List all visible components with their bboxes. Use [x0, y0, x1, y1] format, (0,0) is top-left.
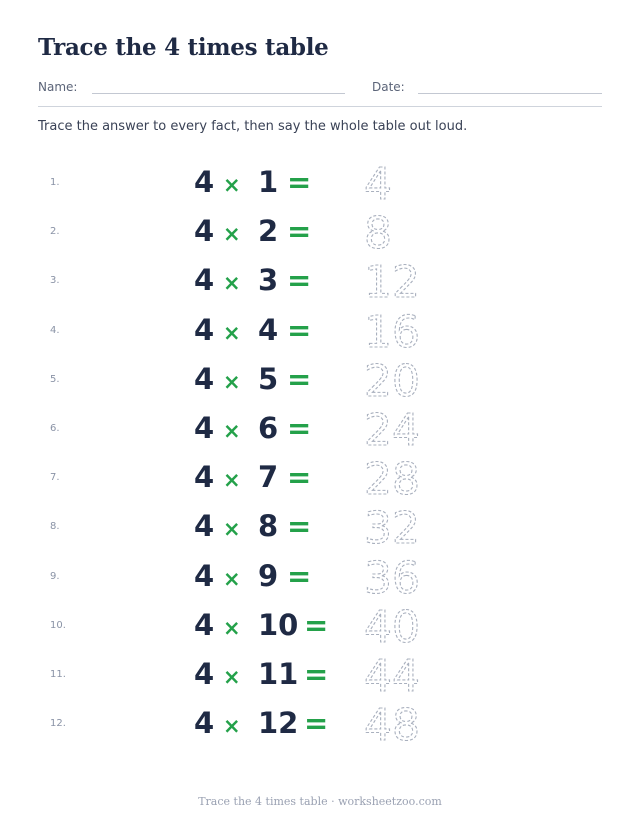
multiply-sign: ×	[223, 714, 241, 738]
trace-answer[interactable]	[362, 502, 462, 554]
factor-a: 4	[194, 411, 215, 445]
equals-sign: =	[304, 657, 329, 691]
trace-answer-text: 28	[364, 454, 420, 505]
factor-b: 10	[258, 608, 299, 642]
multiply-sign: ×	[223, 271, 241, 295]
trace-answer[interactable]	[362, 256, 462, 308]
trace-answer-text: 16	[364, 307, 420, 358]
multiply-sign: ×	[223, 173, 241, 197]
fact-row	[0, 355, 640, 407]
fact-number: 8.	[50, 521, 60, 532]
factor-b: 2	[258, 214, 279, 248]
multiply-sign: ×	[223, 419, 241, 443]
footer: Trace the 4 times table · worksheetzoo.com	[198, 795, 442, 808]
fact-number: 4.	[50, 325, 60, 336]
multiply-sign: ×	[223, 321, 241, 345]
multiply-sign: ×	[223, 468, 241, 492]
trace-answer[interactable]	[362, 158, 462, 210]
multiply-sign: ×	[223, 567, 241, 591]
fact-row	[0, 207, 640, 259]
fact-number: 10.	[50, 620, 66, 631]
factor-b: 11	[258, 657, 299, 691]
name-date-row	[38, 80, 602, 96]
factor-a: 4	[194, 362, 215, 396]
multiply-sign: ×	[223, 222, 241, 246]
factor-b: 12	[258, 706, 299, 740]
fact-row	[0, 404, 640, 456]
trace-answer[interactable]	[362, 355, 462, 407]
trace-answer[interactable]	[362, 207, 462, 259]
multiply-sign: ×	[223, 616, 241, 640]
equals-sign: =	[304, 706, 329, 740]
trace-answer[interactable]	[362, 650, 462, 702]
trace-answer[interactable]	[362, 601, 462, 653]
multiply-sign: ×	[223, 517, 241, 541]
multiply-sign: ×	[223, 665, 241, 689]
trace-answer-text: 48	[364, 700, 420, 751]
factor-b: 4	[258, 313, 279, 347]
trace-answer[interactable]	[362, 404, 462, 456]
fact-row	[0, 601, 640, 653]
header-divider	[38, 106, 602, 107]
factor-a: 4	[194, 165, 215, 199]
date-label: Date:	[372, 80, 405, 94]
equals-sign: =	[287, 559, 312, 593]
factor-b: 5	[258, 362, 279, 396]
factor-a: 4	[194, 263, 215, 297]
trace-answer[interactable]	[362, 699, 462, 751]
name-label: Name:	[38, 80, 78, 94]
equals-sign: =	[287, 460, 312, 494]
fact-row	[0, 502, 640, 554]
trace-answer-text: 4	[364, 159, 392, 210]
equals-sign: =	[287, 313, 312, 347]
factor-a: 4	[194, 559, 215, 593]
trace-answer-text: 8	[364, 208, 392, 259]
multiply-sign: ×	[223, 370, 241, 394]
trace-answer-text: 36	[364, 553, 420, 604]
trace-answer-text: 44	[364, 651, 420, 702]
factor-b: 7	[258, 460, 279, 494]
factor-a: 4	[194, 608, 215, 642]
equals-sign: =	[304, 608, 329, 642]
instructions: Trace the answer to every fact, then say the whole table out loud.	[38, 119, 468, 134]
factor-b: 6	[258, 411, 279, 445]
equals-sign: =	[287, 165, 312, 199]
equals-sign: =	[287, 263, 312, 297]
fact-row	[0, 552, 640, 604]
fact-row	[0, 306, 640, 358]
trace-answer-text: 32	[364, 503, 420, 554]
factor-b: 3	[258, 263, 279, 297]
factor-a: 4	[194, 509, 215, 543]
factor-a: 4	[194, 460, 215, 494]
fact-number: 6.	[50, 423, 60, 434]
name-field[interactable]	[92, 93, 345, 94]
fact-row	[0, 699, 640, 751]
trace-answer-text: 20	[364, 356, 420, 407]
date-field[interactable]	[418, 93, 602, 94]
trace-answer-text: 24	[364, 405, 420, 456]
page-title: Trace the 4 times table	[38, 34, 329, 61]
trace-answer-text: 40	[364, 602, 420, 653]
fact-number: 2.	[50, 226, 60, 237]
fact-number: 11.	[50, 669, 66, 680]
fact-row	[0, 650, 640, 702]
factor-a: 4	[194, 657, 215, 691]
fact-number: 7.	[50, 472, 60, 483]
equals-sign: =	[287, 509, 312, 543]
factor-a: 4	[194, 706, 215, 740]
trace-answer-text: 12	[364, 257, 420, 308]
factor-a: 4	[194, 313, 215, 347]
equals-sign: =	[287, 362, 312, 396]
factor-a: 4	[194, 214, 215, 248]
fact-row	[0, 158, 640, 210]
equals-sign: =	[287, 411, 312, 445]
trace-answer[interactable]	[362, 552, 462, 604]
equals-sign: =	[287, 214, 312, 248]
trace-answer[interactable]	[362, 453, 462, 505]
fact-row	[0, 256, 640, 308]
fact-number: 3.	[50, 275, 60, 286]
fact-number: 12.	[50, 718, 66, 729]
trace-answer[interactable]	[362, 306, 462, 358]
fact-number: 5.	[50, 374, 60, 385]
fact-number: 1.	[50, 177, 60, 188]
factor-b: 8	[258, 509, 279, 543]
factor-b: 1	[258, 165, 279, 199]
fact-number: 9.	[50, 571, 60, 582]
factor-b: 9	[258, 559, 279, 593]
fact-row	[0, 453, 640, 505]
